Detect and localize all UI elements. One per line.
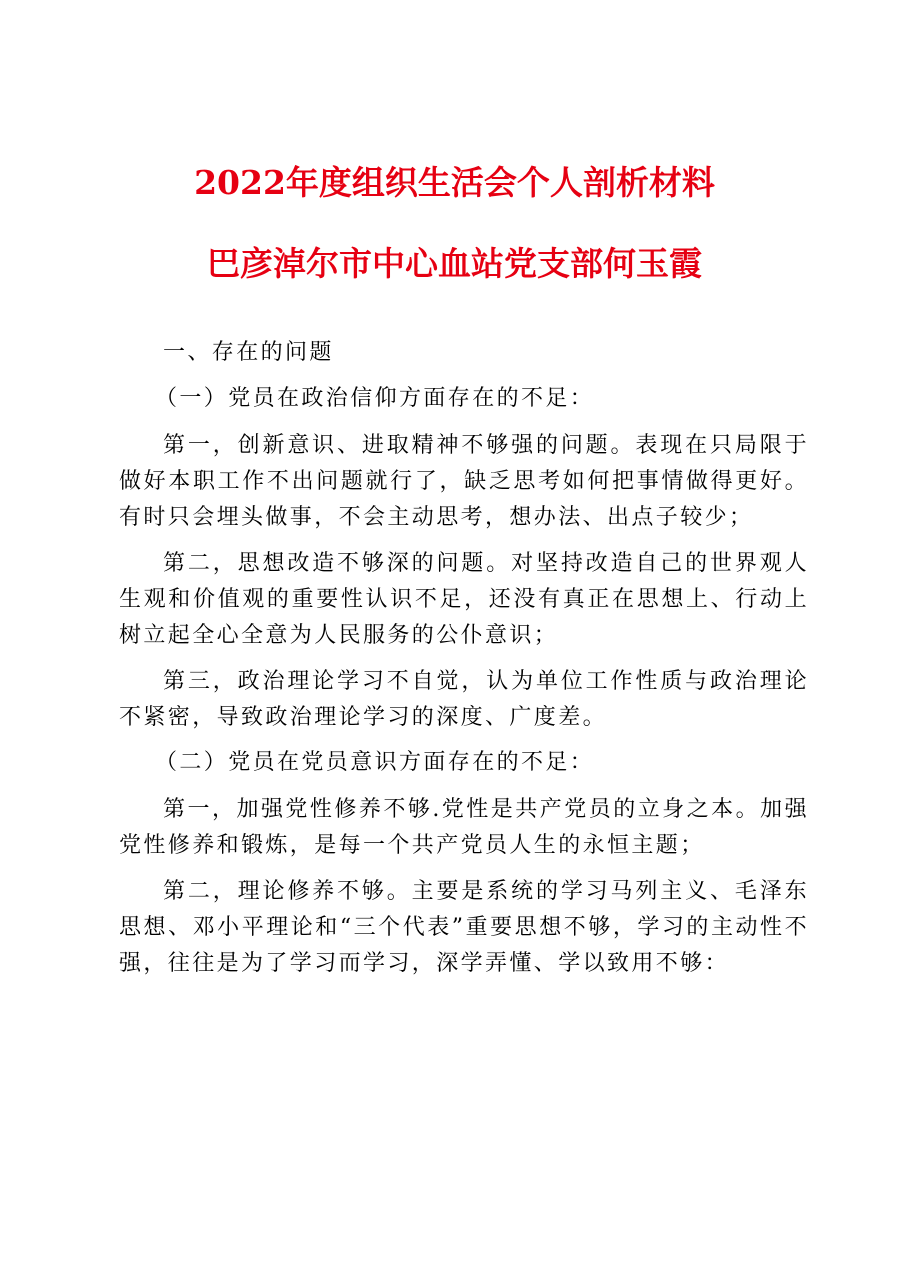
subsection-heading-political-belief: （一）党员在政治信仰方面存在的不足： <box>155 386 595 411</box>
paragraph: 第一，创新意识、进取精神不够强的问题。表现在只局限于做好本职工作不出问题就行了，缺乏思考如何把事情做得更好。有时只会埋头做事，不会主动思考，想办法、出点子较少； <box>119 433 809 530</box>
paragraph: 第二，理论修养不够。主要是系统的学习马列主义、毛泽东思想、邓小平理论和“三个代表”重要思想不够，学习的主动性不强，往往是为了学习而学习，深学弄懂、学以致用不够： <box>119 879 809 976</box>
document-body <box>119 336 809 992</box>
document-subtitle: 巴彦淖尔市中心血站党支部何玉霞 <box>207 244 702 283</box>
paragraph: 第二，思想改造不够深的问题。对坚持改造自己的世界观人生观和价值观的重要性认识不足，还没有真正在思想上、行动上树立起全心全意为人民服务的公仆意识； <box>119 551 809 648</box>
section-heading-problems: 一、存在的问题 <box>163 340 334 365</box>
document-title: 2022年度组织生活会个人剖析材料 <box>194 163 715 202</box>
paragraph: 第一，加强党性修养不够.党性是共产党员的立身之本。加强党性修养和锻炼，是每一个共产党员人生的永恒主题； <box>119 797 809 858</box>
subsection-heading-party-awareness: （二）党员在党员意识方面存在的不足： <box>155 750 595 775</box>
paragraph: 第三，政治理论学习不自觉，认为单位工作性质与政治理论不紧密，导致政治理论学习的深度、广度差。 <box>119 669 809 730</box>
